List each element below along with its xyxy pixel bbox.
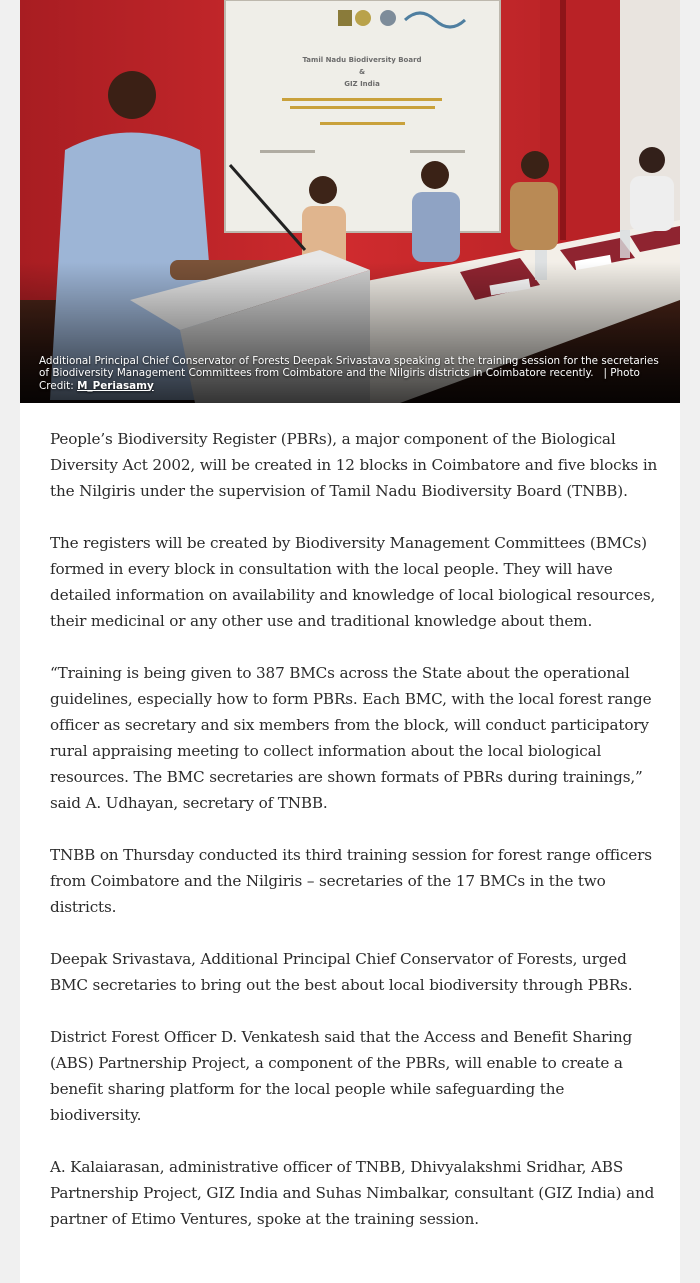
photo-credit-link[interactable]: M_Periasamy [77,379,154,392]
paragraph: TNBB on Thursday conducted its third training session for forest range officers from Coimbatore and the Nilgiris – secretaries of the 17 BMCs in the two districts. [50,846,652,916]
paragraph: District Forest Officer D. Venkatesh said that the Access and Benefit Sharing (ABS) Partnership Project, a component of the PBRs, will enable to create a benefit sharing platform for the local people while safeguarding the biodiversity. [50,1028,633,1124]
article-body [50,426,660,1258]
paragraph: A. Kalaiarasan, administrative officer of TNBB, Dhivyalakshmi Sridhar, ABS Partnership Project, GIZ India and Suhas Nimbalkar, consultant (GIZ India) and partner of Etimo Ventures, spoke at the training session. [50,1158,655,1228]
photo-scene [20,0,680,403]
photo-caption [20,355,680,404]
caption-text: Additional Principal Chief Conservator of Forests Deepak Srivastava speaking at the training session for the secretaries of Biodiversity Management Committees from Coimbatore and the Nilgiris districts in Coimbatore recently. [39,354,659,379]
photo-credit-label: | Photo Credit: [39,367,640,392]
paragraph: Deepak Srivastava, Additional Principal Chief Conservator of Forests, urged BMC secretaries to bring out the best about local biodiversity through PBRs. [50,950,633,994]
paragraph: The registers will be created by Biodiversity Management Committees (BMCs) formed in every block in consultation with the local people. They will have detailed information on availability and knowledge of local biological resources, their medicinal or any other use and traditional knowledge about them. [50,534,656,630]
paragraph: “Training is being given to 387 BMCs across the State about the operational guidelines, especially how to form PBRs. Each BMC, with the local forest range officer as secretary and six members from the block, will conduct participatory rural appraising meeting to collect information about the local biological resources. The BMC secretaries are shown formats of PBRs during trainings,” said A. Udhayan, secretary of TNBB. [50,664,652,812]
article-photo [20,0,680,403]
article-card [20,0,680,1283]
paragraph: People’s Biodiversity Register (PBRs), a major component of the Biological Diversity Act 2002, will be created in 12 blocks in Coimbatore and five blocks in the Nilgiris under the supervision of Tamil Nadu Biodiversity Board (TNBB). [50,430,658,500]
